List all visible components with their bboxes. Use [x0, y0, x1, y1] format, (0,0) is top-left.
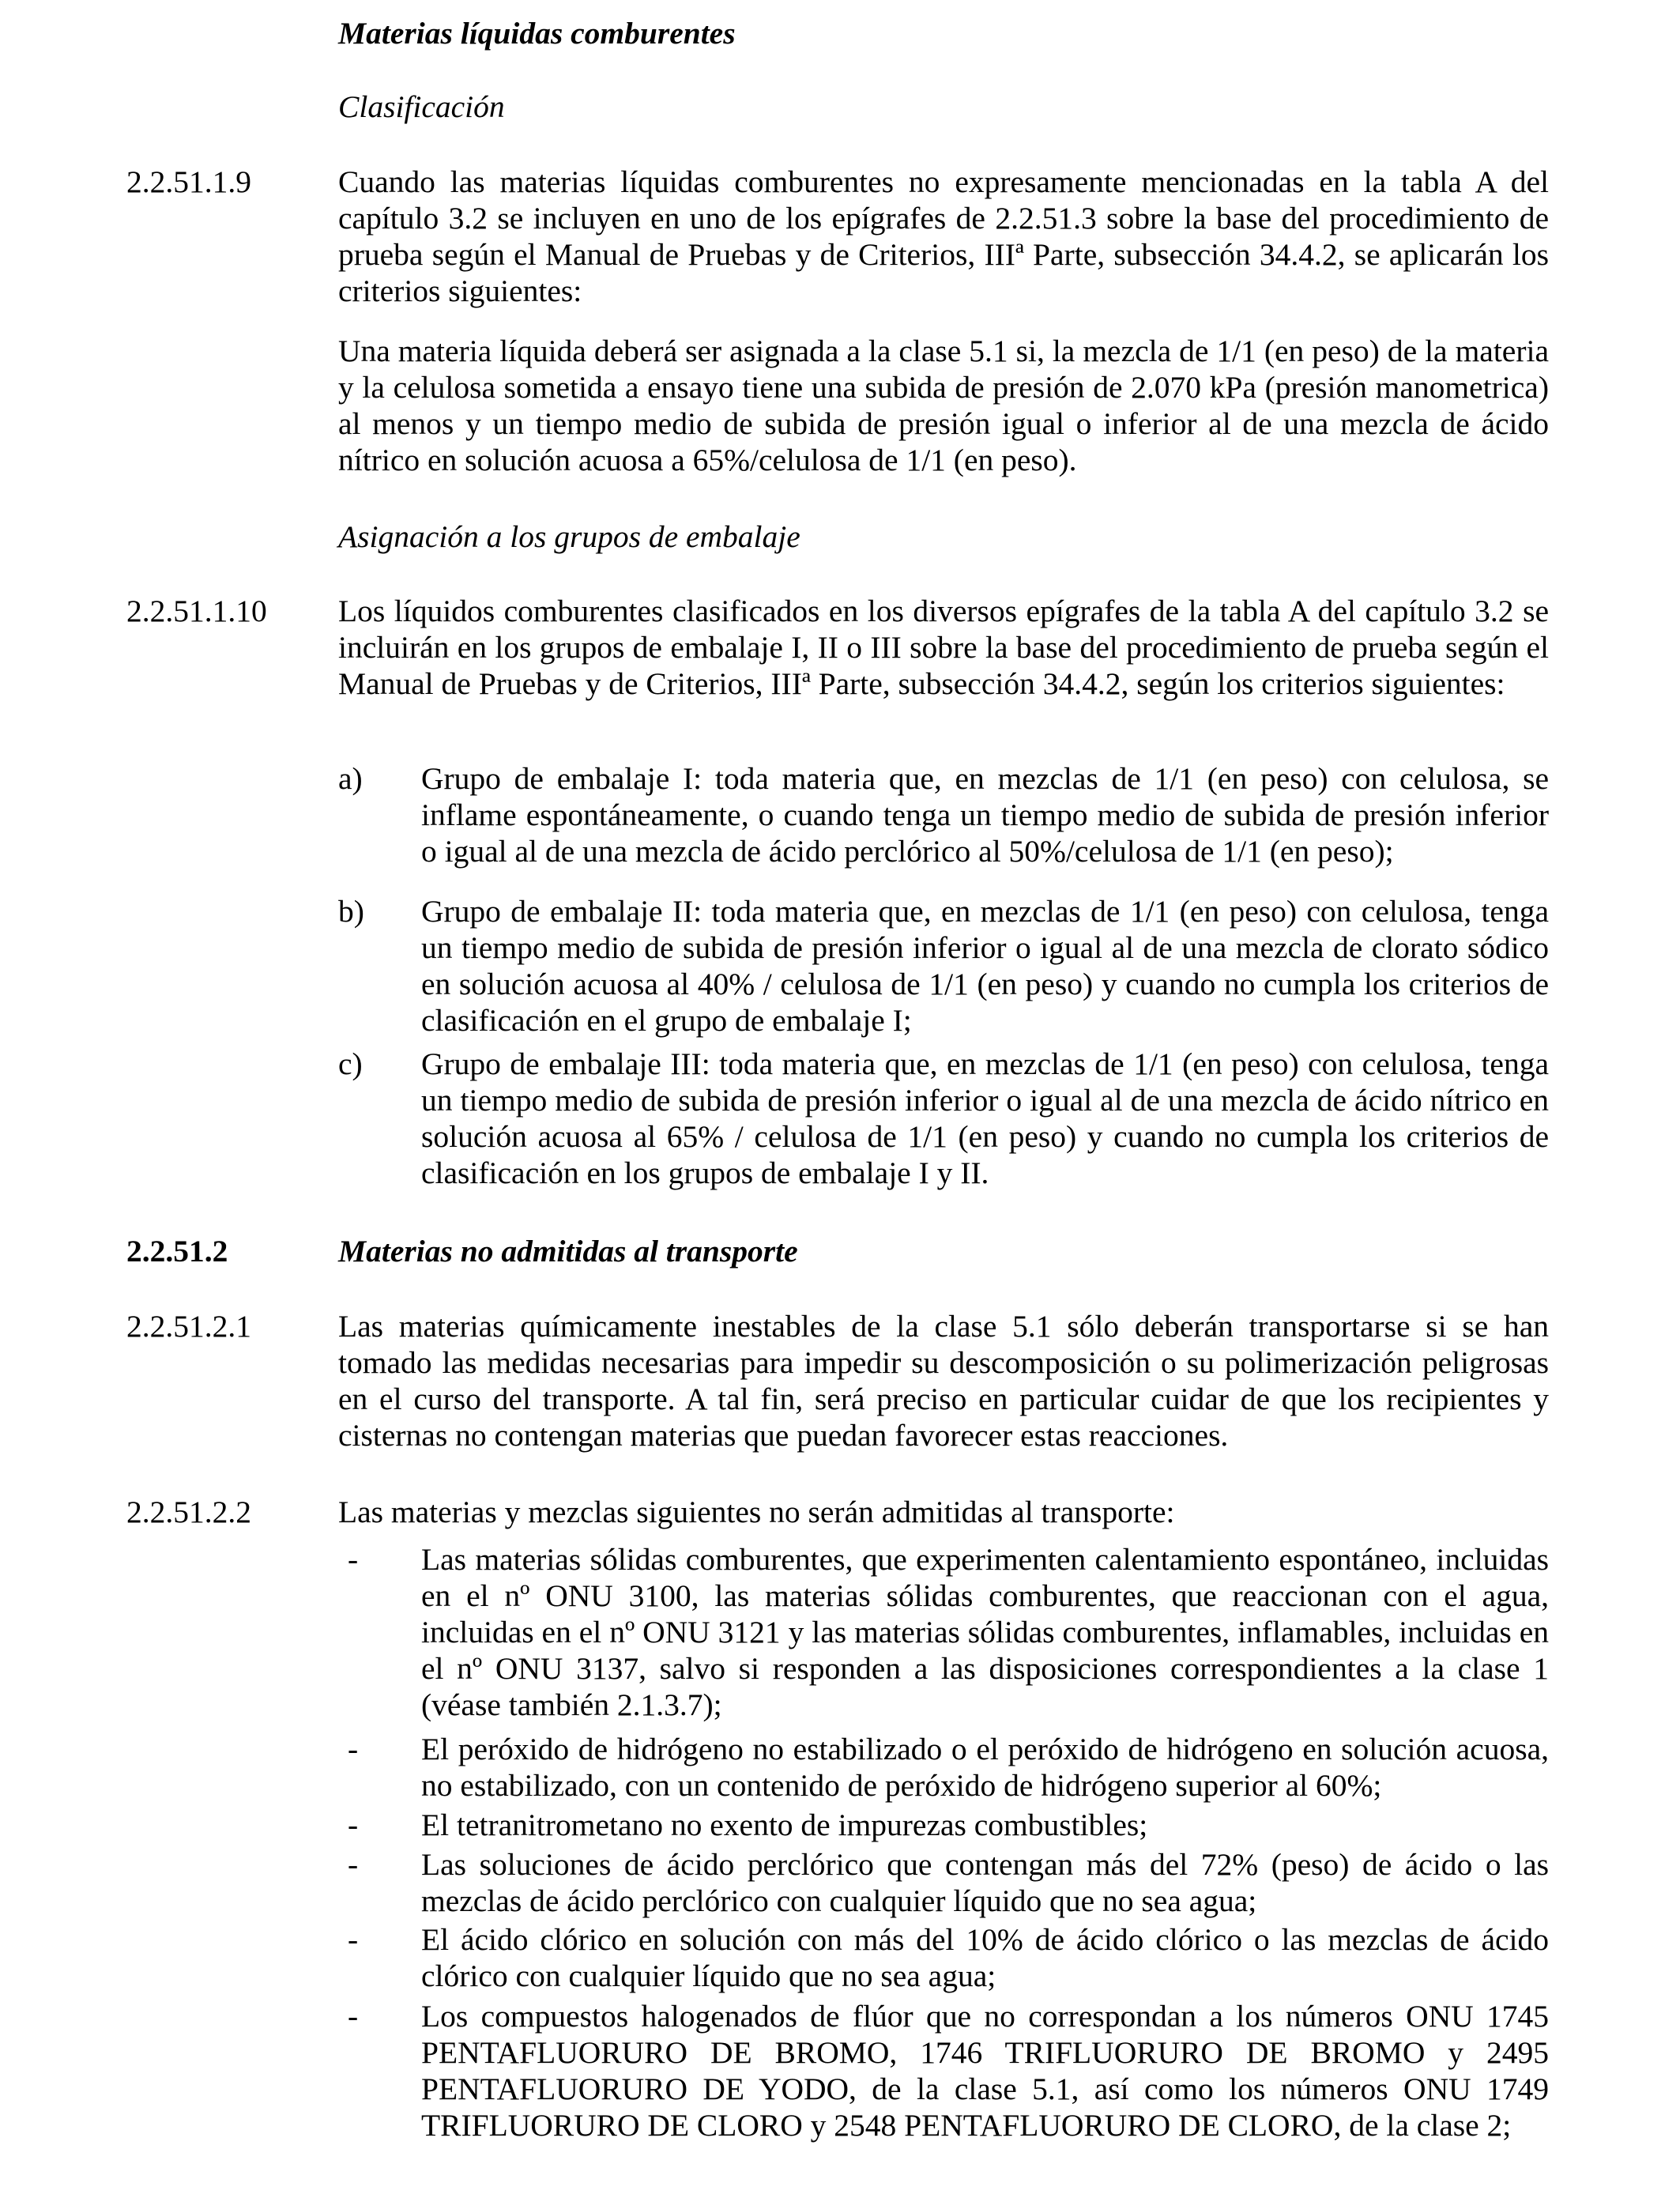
subheading-classification: Clasificación [338, 89, 505, 124]
paragraph-number-2-2-51-1-10: 2.2.51.1.10 [126, 594, 267, 628]
section-heading-not-admitted: Materias no admitidas al transporte [338, 1234, 798, 1269]
paragraph-number-2-2-51-2-1: 2.2.51.2.1 [126, 1309, 251, 1344]
section-number-2-2-51-2: 2.2.51.2 [126, 1234, 228, 1269]
list-item-tetranitromethane: El tetranitrometano no exento de impurezas combustibles; [421, 1808, 1148, 1842]
list-item-solid-oxidizers: Las materias sólidas comburentes, que experimenten calentamiento espontáneo, incluidas en el nº ONU 3100, las materias sólidas comburentes, que reaccionan con el agua, incluidas en el nº ONU 3121 y las materias sólidas comburentes, inflamables, incluidas en el nº ONU 3137, salvo si responden a las disposiciones correspondientes a la clase 1 (véase también 2.1.3.7); [421, 1542, 1549, 1722]
list-item-packing-group-1: Grupo de embalaje I: toda materia que, en mezclas de 1/1 (en peso) con celulosa, se inflame espontáneamente, o cuando tenga un tiempo medio de subida de presión inferior o igual al de una mezcla de ácido perclórico al 50%/celulosa de 1/1 (en peso); [421, 761, 1549, 869]
list-item-hydrogen-peroxide: El peróxido de hidrógeno no estabilizado o el peróxido de hidrógeno en solución acuosa, no estabilizado, con un contenido de peróxido de hidrógeno superior al 60%; [421, 1732, 1549, 1803]
list-marker-c: c) [338, 1046, 363, 1081]
paragraph-2-2-51-2-1-text: Las materias químicamente inestables de la clase 5.1 sólo deberán transportarse si se han tomado las medidas necesarias para impedir su descomposición o su polimerización peligrosas en el curso del transporte. A tal fin, será preciso en particular cuidar de que los recipientes y cisternas no contengan materias que puedan favorecer estas reacciones. [338, 1309, 1549, 1453]
paragraph-2-2-51-1-9-criterion: Una materia líquida deberá ser asignada a la clase 5.1 si, la mezcla de 1/1 (en peso) de la materia y la celulosa sometida a ensayo tiene una subida de presión de 2.070 kPa (presión manometrica) al menos y un tiempo medio de subida de presión igual o inferior al de una mezcla de ácido nítrico en solución acuosa a 65%/celulosa de 1/1 (en peso). [338, 334, 1549, 477]
section-heading-liquid-oxidizers: Materias líquidas comburentes [338, 16, 736, 51]
list-marker-dash: - [348, 1732, 359, 1766]
list-marker-a: a) [338, 761, 363, 796]
list-marker-dash: - [348, 1847, 359, 1882]
list-item-perchloric-acid: Las soluciones de ácido perclórico que contengan más del 72% (peso) de ácido o las mezclas de ácido perclórico con cualquier líquido que no sea agua; [421, 1847, 1549, 1918]
list-marker-dash: - [348, 1542, 359, 1577]
list-item-packing-group-2: Grupo de embalaje II: toda materia que, en mezclas de 1/1 (en peso) con celulosa, tenga un tiempo medio de subida de presión inferior o igual al de una mezcla de clorato sódico en solución acuosa al 40% / celulosa de 1/1 (en peso) y cuando no cumpla los criterios de clasificación en el grupo de embalaje I; [421, 894, 1549, 1038]
subheading-packing-group-assignment: Asignación a los grupos de embalaje [338, 519, 800, 554]
paragraph-2-2-51-2-2-text: Las materias y mezclas siguientes no serán admitidas al transporte: [338, 1495, 1175, 1529]
list-item-chloric-acid: El ácido clórico en solución con más del 10% de ácido clórico o las mezclas de ácido clórico con cualquier líquido que no sea agua; [421, 1922, 1549, 1993]
paragraph-2-2-51-1-10-text: Los líquidos comburentes clasificados en los diversos epígrafes de la tabla A del capítulo 3.2 se incluirán en los grupos de embalaje I, II o III sobre la base del procedimiento de prueba según el Manual de Pruebas y de Criterios, IIIª Parte, subsección 34.4.2, según los criterios siguientes: [338, 594, 1549, 701]
list-marker-b: b) [338, 894, 364, 929]
list-marker-dash: - [348, 1999, 359, 2034]
paragraph-number-2-2-51-1-9: 2.2.51.1.9 [126, 164, 251, 199]
paragraph-number-2-2-51-2-2: 2.2.51.2.2 [126, 1495, 251, 1529]
list-item-halogenated-fluorine: Los compuestos halogenados de flúor que no correspondan a los números ONU 1745 PENTAFLUORURO DE BROMO, 1746 TRIFLUORURO DE BROMO y 2495 PENTAFLUORURO DE YODO, de la clase 5.1, así como los números ONU 1749 TRIFLUORURO DE CLORO y 2548 PENTAFLUORURO DE CLORO, de la clase 2; [421, 1999, 1549, 2143]
list-marker-dash: - [348, 1922, 359, 1957]
list-item-packing-group-3: Grupo de embalaje III: toda materia que, en mezclas de 1/1 (en peso) con celulosa, tenga un tiempo medio de subida de presión inferior o igual al de una mezcla de ácido nítrico en solución acuosa al 65% / celulosa de 1/1 (en peso) y cuando no cumpla los criterios de clasificación en los grupos de embalaje I y II. [421, 1046, 1549, 1190]
paragraph-2-2-51-1-9-text: Cuando las materias líquidas comburentes no expresamente mencionadas en la tabla A del capítulo 3.2 se incluyen en uno de los epígrafes de 2.2.51.3 sobre la base del procedimiento de prueba según el Manual de Pruebas y de Criterios, IIIª Parte, subsección 34.4.2, se aplicarán los criterios siguientes: [338, 164, 1549, 308]
list-marker-dash: - [348, 1808, 359, 1842]
